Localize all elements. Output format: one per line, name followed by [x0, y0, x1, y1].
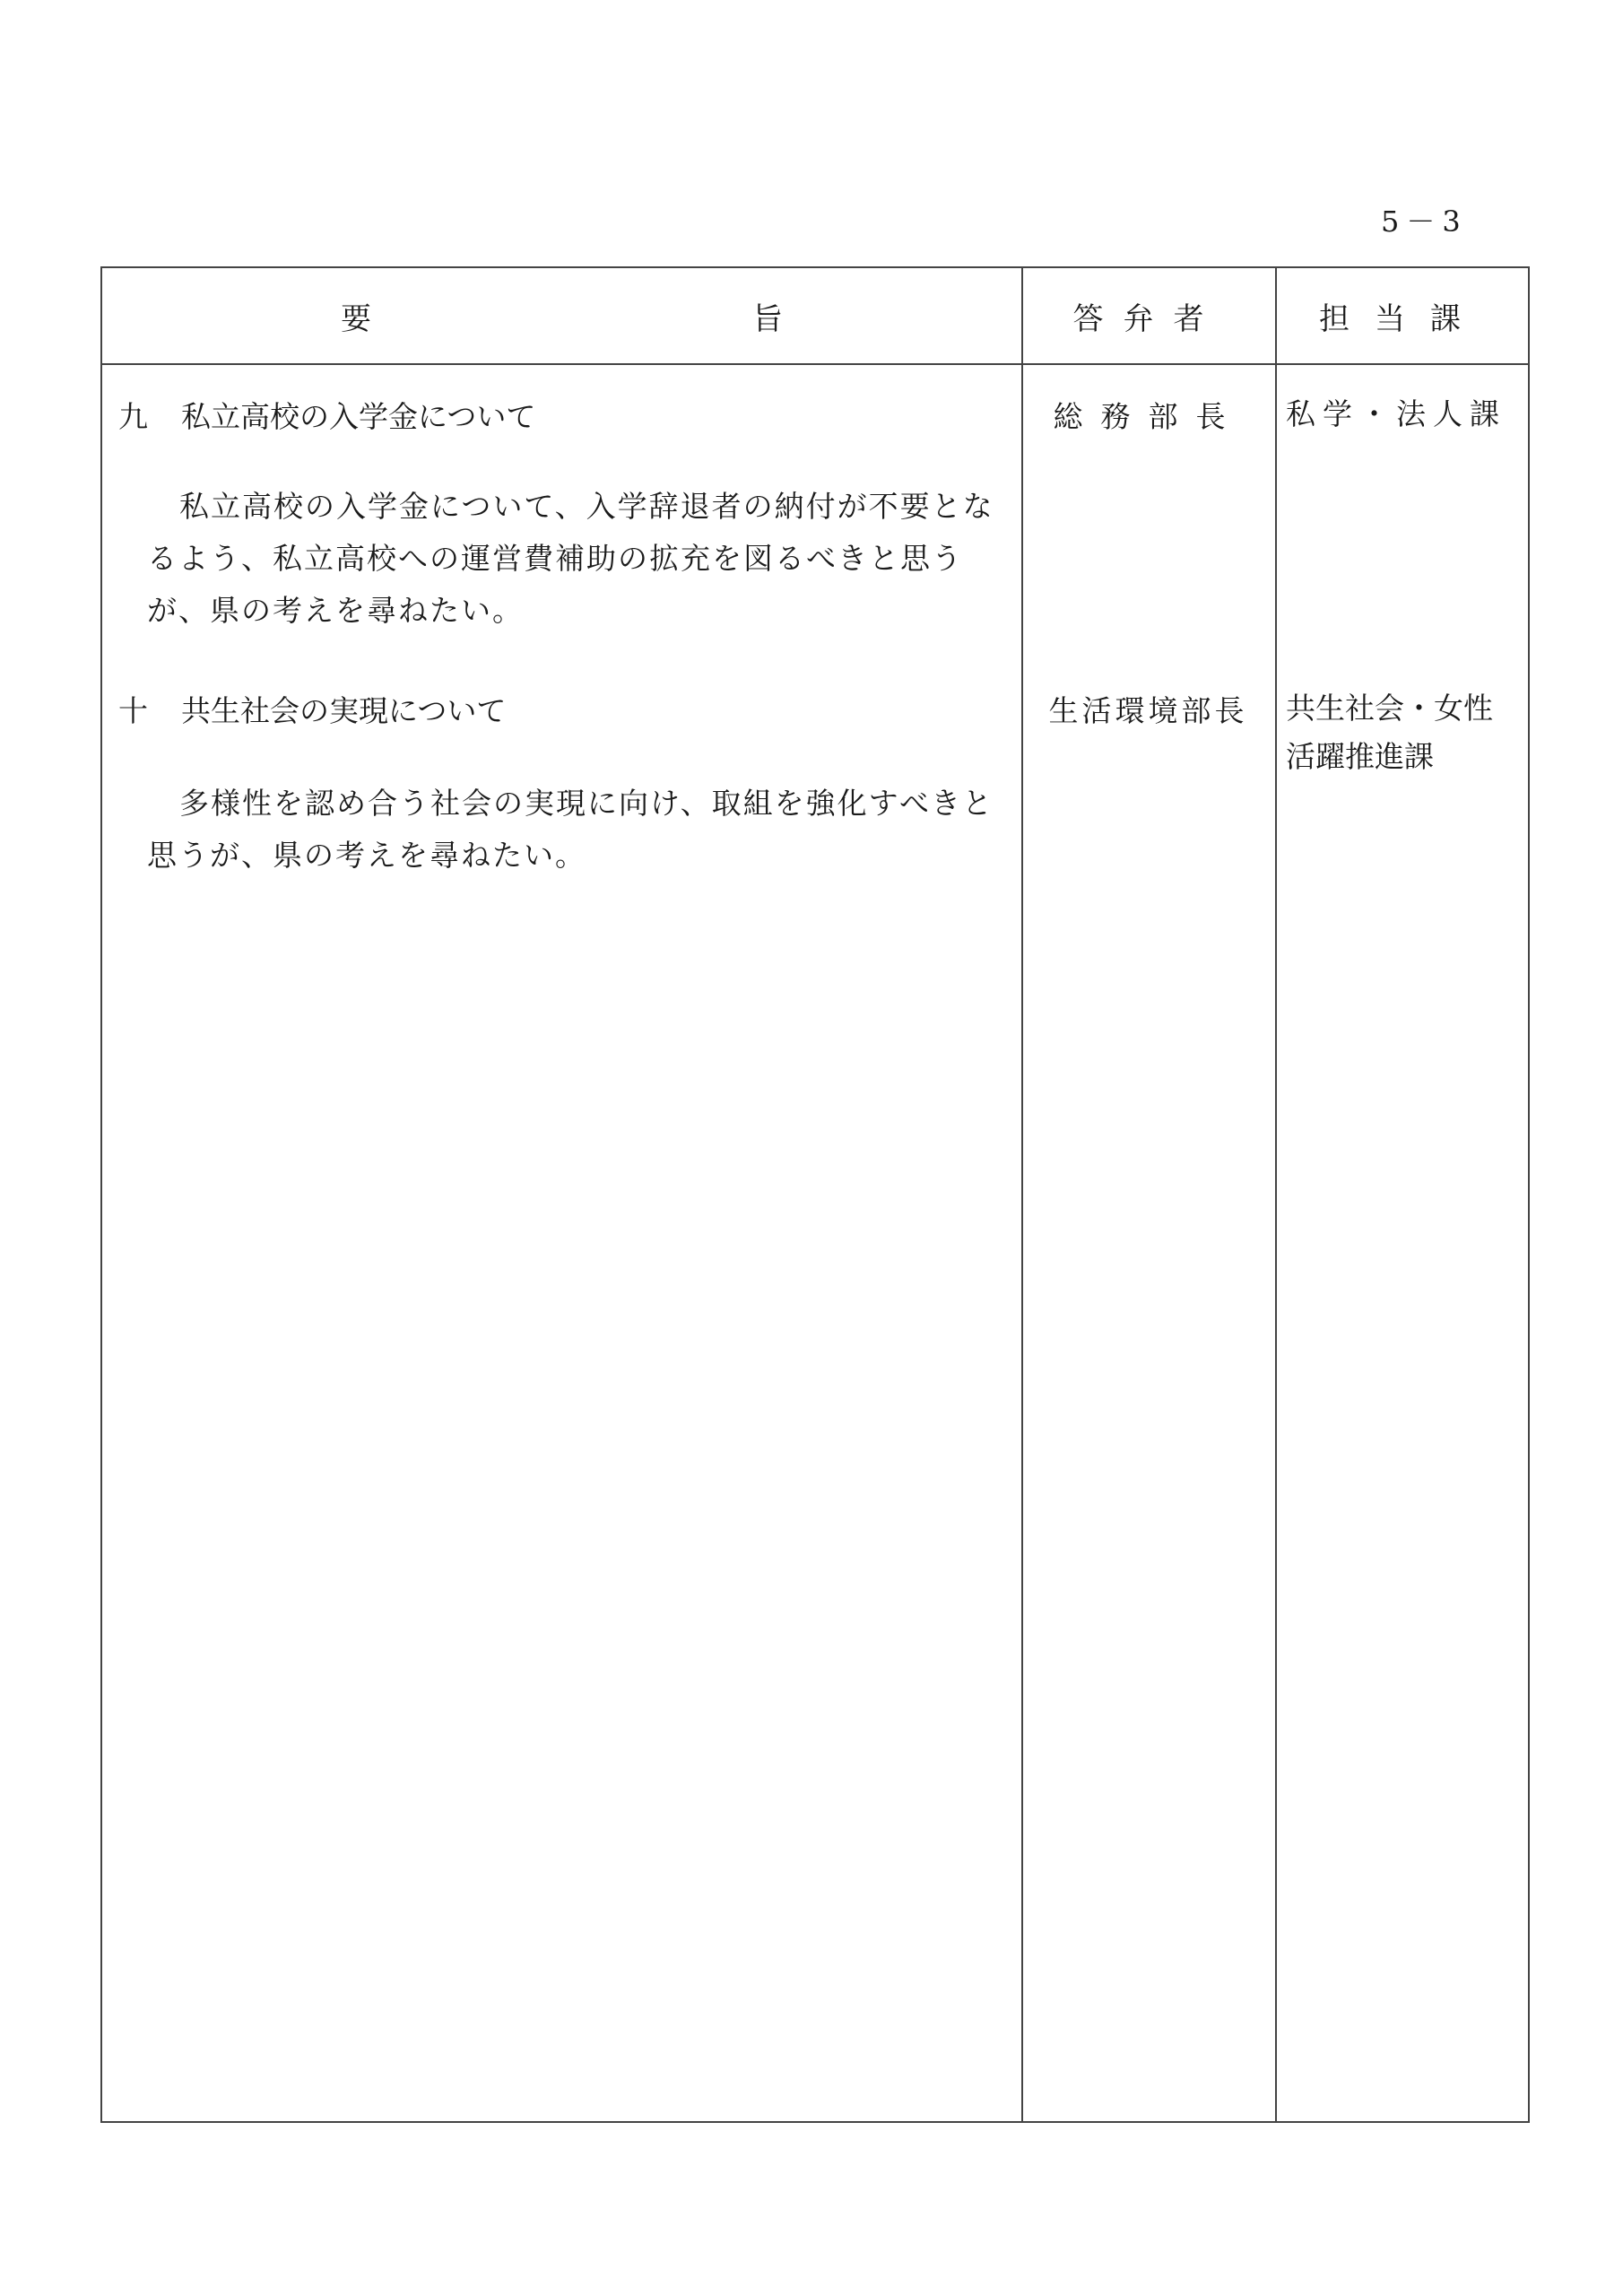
item-body: 多様性を認め合う社会の実現に向け、取組を強化すべきと思うが、県の考えを尋ねたい。 [147, 786, 994, 873]
header-divider [102, 363, 1528, 365]
item-title [118, 688, 506, 730]
item-answerer: 総務部長 [1053, 399, 1244, 434]
header-section: 担当課 [1319, 300, 1486, 337]
header-answerer: 答弁者 [1072, 300, 1224, 337]
header-summary [102, 268, 1021, 363]
item-section-line: 共生社会・女性 [1286, 691, 1493, 726]
column-divider-2 [1275, 268, 1277, 2121]
item-section: 私学・法人課 [1286, 396, 1506, 431]
page-number: 5－3 [1381, 204, 1468, 239]
item-section-line: 活躍推進課 [1286, 739, 1434, 774]
header-summary-right: 旨 [752, 300, 783, 337]
item-number: 九 [118, 399, 148, 434]
header-summary-left: 要 [341, 300, 371, 337]
item-title [118, 394, 535, 436]
item-section [1286, 684, 1519, 781]
column-divider-1 [1021, 268, 1023, 2121]
answer-table [100, 266, 1530, 2123]
item-number: 十 [118, 693, 148, 728]
item-answerer: 生活環境部長 [1048, 693, 1248, 728]
item-title-text: 共生社会の実現について [181, 693, 507, 728]
item-body: 私立高校の入学金について、入学辞退者の納付が不要となるよう、私立高校への運営費補助の拡充を図るべきと思うが、県の考えを尋ねたい。 [147, 489, 994, 628]
item-title-text: 私立高校の入学金について [181, 399, 536, 434]
